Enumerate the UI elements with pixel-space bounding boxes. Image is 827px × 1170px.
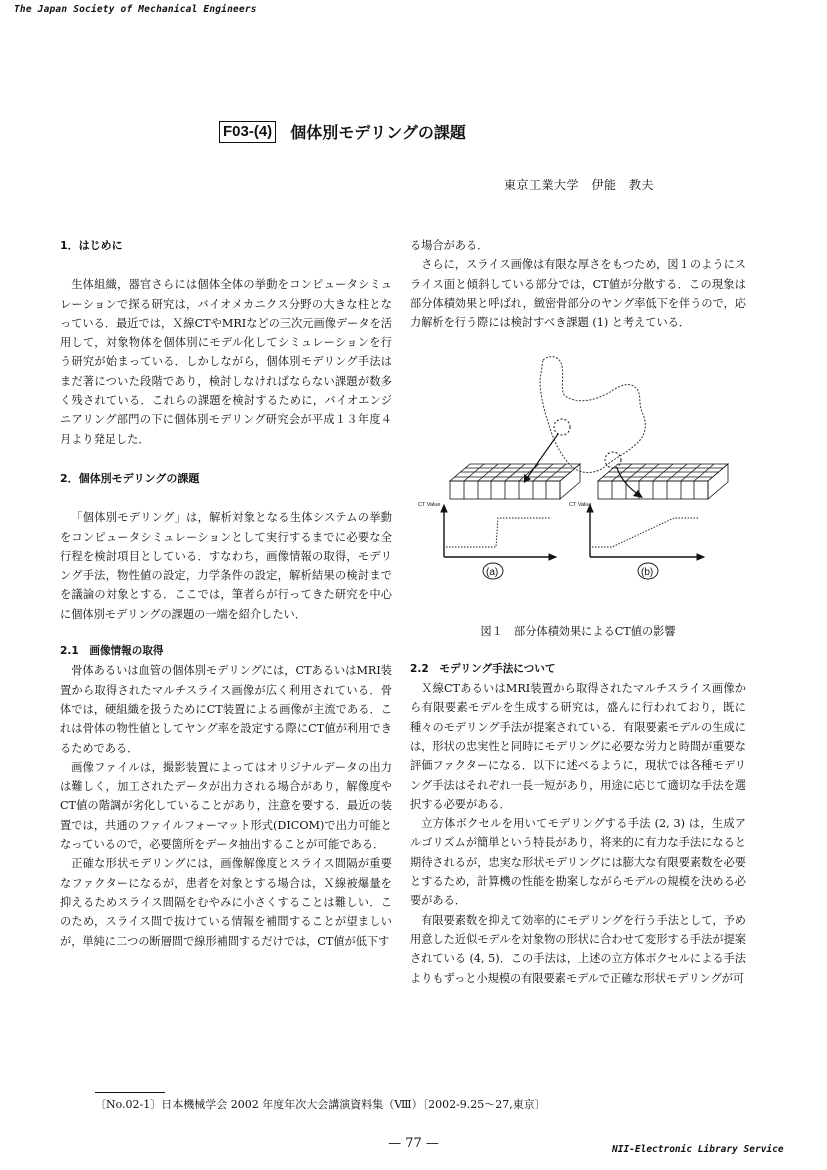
mandible-outline [540, 357, 645, 473]
voxel-grid-a [450, 464, 580, 499]
right-column [410, 236, 746, 988]
panel-label-a: (a) [486, 567, 499, 579]
left-column [60, 236, 392, 951]
section-2-1-paragraph-1: 骨体あるいは血管の個体別モデリングには，CTあるいはMRI装置から取得されたマルチスライス画像が広く利用されている．骨体では，硬組織を扱うためにCT装置による画像が主流である．これは骨体の物性値としてヤング率を設定する際にCT値が利用できるためである． [60, 664, 392, 755]
section-2-1-heading: 2.1 画像情報の取得 [60, 645, 164, 658]
session-code: F03-(4) [219, 121, 276, 143]
paper-title: 個体別モデリングの課題 [290, 123, 466, 142]
roi-circle-b [605, 452, 621, 468]
section-2-2-paragraph-2: 立方体ボクセルを用いてモデリングする手法 (2, 3) は，生成アルゴリズムが簡単という特長があり，将来的に有力な手法になると期待されるが，忠実な形状モデリングには膨大な有限要素数を必要とするため，計算機の性能を勘案しながらモデルの規模を決める必要がある． [410, 817, 746, 908]
ct-plot-a [441, 505, 556, 560]
footer-rule [95, 1092, 165, 1093]
section-1-heading: 1．はじめに [60, 239, 123, 252]
ct-plot-b [587, 505, 704, 560]
library-service-label: NII-Electronic Library Service [612, 1144, 784, 1155]
section-2-paragraph: 「個体別モデリング」は，解析対象となる生体システムの挙動をコンピュータシミュレーションとして実行するまでに必要な全行程を検討項目としている．すなわち，画像情報の取得，モデリング手法，物性値の設定，力学条件の設定，解析結果の検討までを議論の対象とする．ここでは，筆者らが行ってきた研究を中心に個体別モデリングの課題の一端を紹介したい． [60, 511, 392, 621]
roi-circle-a [554, 419, 570, 435]
section-2-1-paragraph-2: 画像ファイルは，撮影装置によってはオリジナルデータの出力は難しく，加工されたデータが出力される場合があり，解像度やCT値の階調が劣化していることがあり，注意を要する．最近の装置では，共通のファイルフォーマット形式(DICOM)で出力可能となっているので，必要箇所をデータ抽出することが可能である． [60, 760, 392, 852]
arrow-a [527, 434, 558, 478]
footer-citation: 〔No.02-1〕日本機械学会 2002 年度年次大会講演資料集（Ⅷ）〔2002-9.25～27,東京〕 [95, 1098, 546, 1111]
page-number: — 77 — [388, 1136, 439, 1151]
section-2-heading: 2．個体別モデリングの課題 [60, 471, 200, 485]
panel-label-b: (b) [641, 567, 654, 579]
figure-1 [410, 332, 746, 622]
partial-volume-paragraph: さらに，スライス画像は有限な厚さをもつため，図１のようにスライス面と傾斜している部分では，CT値が分散する．この現象は部分体積効果と呼ばれ，緻密骨部分のヤング率低下を伴うので，応力解析を行う際には検討すべき課題 (1) と考えている． [410, 258, 746, 330]
figure-1-caption: 図１ 部分体積効果によるCT値の影響 [480, 625, 676, 639]
title-row [219, 120, 466, 143]
section-2-1-paragraph-3: 正確な形状モデリングには，画像解像度とスライス間隔が重要なファクターになるが，患者を対象とする場合は，Ｘ線被爆量を抑えるためスライス間隔をむやみに小さくすることは難しい．このため，スライス間で抜けている情報を補間することが望ましいが，単純に二つの断層間で線形補間するだけでは，CT値が低下す [60, 857, 392, 948]
section-2-2-paragraph-1: Ｘ線CTあるいはMRI装置から取得されたマルチスライス画像から有限要素モデルを生成する研究は，盛んに行われており，既に種々のモデリング手法が提案されている．有限要素モデルの生成には，形状の忠実性と同時にモデリングに必要な労力と時間が重要な評価ファクターになる．以下に述べるように，現状では各種モデリング手法はそれぞれ一長一短があり，用途に応じて適切な手法を選択する必要がある． [410, 682, 746, 811]
author-affiliation: 東京工業大学 伊能 教夫 [504, 178, 655, 192]
section-1-paragraph: 生体組織，器官さらには個体全体の挙動をコンピュータシミュレーションで探る研究は，バイオメカニクス分野の大きな柱となっている．最近では，Ｘ線CTやMRIなどの三次元画像データを活用して，対象物体を個体別にモデル化してシミュレーションを行う研究が始まっている．しかしながら，個体別モデリング手法はまだ著についた段階であり，検討しなければならない課題が数多く残されている．これらの課題を検討するために，バイオエンジニアリング部門の下に個体別モデリング研究会が平成１３年度４月より発足した． [60, 278, 392, 446]
ct-axis-label-b: CT Value [569, 502, 592, 509]
continued-text: る場合がある． [410, 239, 489, 252]
ct-axis-label-a: CT Value [418, 502, 441, 509]
section-2-2-paragraph-3: 有限要素数を抑えて効率的にモデリングを行う手法として，予め用意した近似モデルを対象物の形状に合わせて変形する手法が提案されている (4, 5)．この手法は，上述の立方体ボクセルによる手法よりもずっと小規模の有限要素モデルで正確な形状モデリングが可 [410, 913, 746, 985]
figure-1-drawing [410, 332, 746, 622]
section-2-2-heading: 2.2 モデリング手法について [410, 662, 556, 675]
society-header: The Japan Society of Mechanical Engineers [14, 4, 257, 15]
